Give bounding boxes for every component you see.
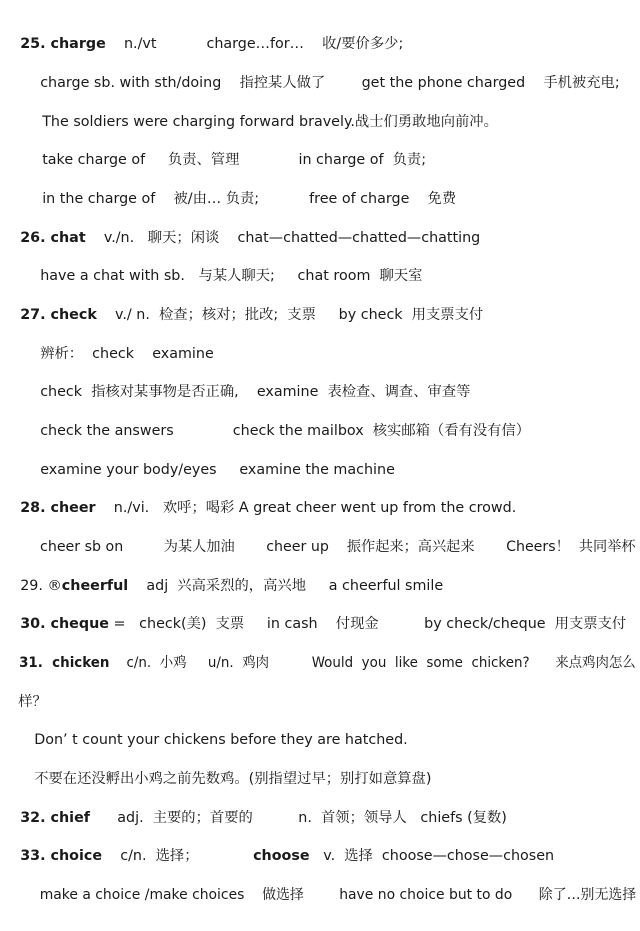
- entry-text: v./n. 聊天；闲谈 chat—chatted—chatted—chatting: [85, 230, 481, 246]
- entry-text: 辨析： check examine: [40, 346, 214, 362]
- entry-headword: 25. charge: [20, 36, 106, 52]
- entry-25-charge: [2, 8, 636, 52]
- entry-headword: 26. chat: [20, 230, 86, 246]
- entry-28-cheer: [2, 472, 636, 516]
- entry-text: check 指核对某事物是否正确, examine 表检查、调查、审查等: [40, 384, 471, 400]
- entry-text: charge sb. with sth/doing 指控某人做了 get the phone charged 手机被充电;: [40, 75, 620, 91]
- entry-text: have a chat with sb. 与某人聊天; chat room 聊天室: [40, 268, 423, 284]
- example-line: [22, 434, 636, 478]
- entry-text: n./vi. 欢呼；喝彩 A great cheer went up from the crowd.: [95, 500, 517, 516]
- example-line: [22, 511, 636, 555]
- example-line: [22, 859, 637, 903]
- entry-continuation: [0, 666, 636, 710]
- example-line: [22, 240, 636, 284]
- entry-text: cheer sb on 为某人加油 cheer up 振作起来；高兴起来 Cheers！ 共同举杯: [40, 539, 636, 555]
- example-line: [22, 47, 636, 91]
- entry-text: check the answers check the mailbox 核实邮箱（看有没有信）: [40, 423, 531, 439]
- entry-29-cheerful: [2, 550, 636, 594]
- example-line: [16, 704, 636, 748]
- example-line: [22, 318, 636, 362]
- entry-headword: 28. cheer: [20, 500, 96, 516]
- entry-27-check: [2, 279, 636, 323]
- entry-headword: choose: [253, 848, 310, 864]
- entry-text: c/n. 小鸡 u/n. 鸡肉 Would you like some chicken? 来点鸡肉怎么: [109, 655, 636, 671]
- entry-headword: 32. chief: [20, 810, 90, 826]
- entry-text: = check(美) 支票 in cash 付现金 by check/cheque 用支票支付: [108, 616, 627, 632]
- example-line: [16, 743, 636, 787]
- entry-headword: 27. check: [20, 307, 97, 323]
- entry-text: v./ n. 检查；核对；批改; 支票 by check 用支票支付: [96, 307, 484, 323]
- entry-30-cheque: [2, 588, 636, 632]
- entry-text: The soldiers were charging forward bravely.战士们勇敢地向前冲。: [42, 114, 498, 130]
- entry-text: adj 兴高采烈的，高兴地 a cheerful smile: [128, 578, 444, 594]
- entry-number: 29. ®: [20, 578, 62, 594]
- entry-headword: cheerful: [61, 578, 129, 594]
- entry-text: c/n. 选择；: [102, 848, 254, 864]
- example-line: [22, 356, 636, 400]
- entry-33-choice: [2, 820, 636, 864]
- entry-headword: 30. cheque: [20, 616, 109, 632]
- entry-31-chicken: [2, 627, 636, 671]
- entry-headword: 33. choice: [20, 848, 103, 864]
- entry-text: 不要在还没孵出小鸡之前先数鸡。(别指望过早；别打如意算盘): [34, 771, 432, 787]
- entry-text: take charge of 负责、管理 in charge of 负责;: [42, 152, 427, 168]
- entry-text: in the charge of 被/由… 负责; free of charge 免费: [42, 191, 457, 207]
- example-line: [24, 163, 636, 207]
- entry-26-chat: [2, 202, 636, 246]
- example-line: [24, 86, 636, 130]
- entry-text: 样？: [18, 694, 47, 710]
- entry-text: n./vt charge…for… 收/要价多少;: [105, 36, 404, 52]
- entry-text: Don’ t count your chickens before they are hatched.: [34, 732, 408, 748]
- entry-text: examine your body/eyes examine the machine: [40, 462, 395, 478]
- entry-text: v. 选择 choose—chose—chosen: [309, 848, 555, 864]
- example-line: [24, 124, 636, 168]
- entry-text: adj. 主要的；首要的 n. 首领；领导人 chiefs (复数): [89, 810, 507, 826]
- example-line: [22, 395, 636, 439]
- entry-32-chief: [2, 782, 636, 826]
- entry-text: make a choice /make choices 做选择 have no choice but to do 除了…别无选择: [39, 887, 637, 903]
- entry-headword: 31. chicken: [19, 655, 110, 671]
